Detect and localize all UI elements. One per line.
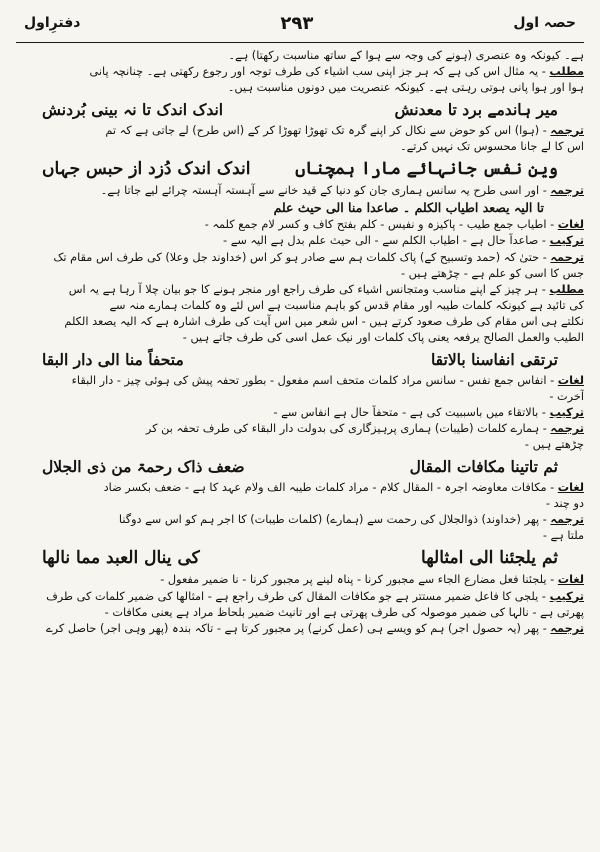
verse-hemistich: اندک اندک دُزد از حبس جہاں <box>42 158 251 179</box>
text-line <box>16 80 584 96</box>
line-text: - حتیٰ کہ (حمد وتسبیح کے) پاک کلمات ہم سے صادر ہو کر اس (خداوند جل وعلا) کی طرف اس مقام تک <box>53 250 551 264</box>
verse-couplet <box>16 155 584 183</box>
line-text: - صاعداً حال ہے - اطیاب الکلم سے - الی حیث علم بدل ہے الیہ سے - <box>223 234 550 248</box>
text-line <box>16 421 584 437</box>
line-text: ہے۔ کیونکہ وہ عنصری (ہونے کی وجہ سے ہوا کے ساتھ مناسبت رکھتا) ہے۔ <box>228 49 584 62</box>
section-term: لغات <box>557 373 584 387</box>
line-text: اس کا لے جانا محسوس تک نہیں کرتے۔ <box>399 139 584 153</box>
section-term: مطلب <box>549 65 584 79</box>
line-text: - پھر (خداوند) ذوالجلال کی رحمت سے (ہمارے) (کلمات طیبات) کا اجر ہم کو اس سے دوگنا <box>118 512 551 526</box>
section-term: ترجمہ <box>550 123 584 137</box>
page-number: ۲۹۳ <box>280 12 314 34</box>
line-text: - بالاتقاء میں باسببیت کی ہے - متحفاً حال ہے انفاس سے - <box>273 406 550 420</box>
line-text: کی تائید ہے کیونکہ کلمات طیبہ اور مقام قدس کو باہم مناسبت ہے اس لئے وہ کلمات ہمارے منہ سے <box>109 299 584 313</box>
verse-couplet <box>16 347 584 373</box>
text-line <box>16 330 584 346</box>
text-line <box>16 250 584 266</box>
line-text: ہوا اور ہوا پانی ہوتی رہتی ہے۔ کیونکہ عنصریت میں دونوں مناسبت ہیں۔ <box>227 81 584 95</box>
header-rule <box>16 42 584 43</box>
section-term: ترجمہ <box>550 621 584 635</box>
line-text: - ہمارے کلمات (طیبات) ہماری پرہیزگاری کی بدولت دار البقاء کی طرف تحفہ بن کر <box>145 422 551 436</box>
verse-hemistich: متحفاً منا الی دار البقا <box>42 349 184 369</box>
line-text: - یہ مثال اس کی ہے کہ ہر جز اپنی سب اشیاء کی طرف توجہ اور رجوع رکھتی ہے۔ چنانچہ پانی <box>89 65 550 79</box>
section-term: لغات <box>557 218 584 232</box>
text-line <box>16 621 584 637</box>
text-line <box>16 512 584 528</box>
text-line <box>16 266 584 282</box>
line-text: ملتا ہے - <box>542 529 584 543</box>
section-term: ترجمہ <box>550 183 584 197</box>
line-text: جس کا اسی کو علم ہے - چڑھتے ہیں - <box>401 266 584 280</box>
section-term: لغات <box>557 480 584 494</box>
section-term: ترجمہ <box>550 422 584 436</box>
text-line <box>16 605 584 621</box>
section-term: ترکیب <box>549 589 584 603</box>
text-line <box>16 314 584 330</box>
verse-hemistich: ترتقی انفاسنا بالاتقا <box>430 349 558 369</box>
text-line <box>16 183 584 199</box>
line-text: نکلتے ہی اس مقام کی طرف صعود کرتے ہیں - اس شعر میں اس آیت کی طرف اشارہ ہے کہ الیہ یصعد الکلم <box>64 315 584 329</box>
line-text: - یلجی کا فاعل ضمیر مستتر ہے جو مکافات المقال کی طرف راجع ہے - امثالھا کی ضمیر کلمات کی طرف <box>46 589 550 603</box>
line-text: پھرتی ہے - نالہا کی ضمیر موصولہ کی طرف پھرتی ہے اور تانیث ضمیر بلحاظ مراد ہے یعنی مکافات - <box>104 605 584 619</box>
line-text: - مکافات معاوضہ اجرہ - المقال کلام - مراد کلمات طیبہ الف ولام عہد کا ہے - ضعف بکسر ضاد <box>103 480 558 494</box>
text-line <box>16 389 584 405</box>
verse-hemistich: وین نفس جانہائے مارا ہمچناں <box>295 158 558 179</box>
line-text: - اطیاب جمع طیب - پاکیزہ و نفیس - کلم بفتح کاف و کسر لام جمع کلمہ - <box>204 218 558 232</box>
page-body <box>16 48 584 848</box>
verse-couplet <box>16 454 584 480</box>
page-header <box>24 6 576 40</box>
text-line <box>16 123 584 139</box>
section-term: ترجمہ <box>550 250 584 264</box>
line-text: - یلجئنا فعل مضارع الجاء سے مجبور کرنا - پناہ لینے پر مجبور کرنا - نا ضمیر مفعول - <box>160 573 558 587</box>
line-text: دو چند - <box>545 496 584 510</box>
text-line <box>16 298 584 314</box>
text-line <box>16 48 584 64</box>
line-text: - ہر چیز کے اپنے مناسب ومتجانس اشیاء کی طرف راجع اور منجر ہونے کا جو بیان چلا آ رہا ہے یہ اس <box>68 282 550 296</box>
verse-hemistich: اندک اندک تا نہ بینی بُردنش <box>42 99 224 119</box>
line-text: - (ہوا) اس کو حوض سے نکال کر اپنے گرہ تک تھوڑا تھوڑا کر کے (اس طرح) لے جاتی ہے کہ تم <box>105 123 551 137</box>
section-label: حصہ اول <box>513 15 576 31</box>
line-text: چڑھتے ہیں - <box>524 438 584 452</box>
section-term: ترکیب <box>549 406 584 420</box>
line-text: - اور اسی طرح یہ سانس ہماری جان کو دنیا کے قید خانے سے آہستہ آہستہ چرائے لیے جاتا ہے۔ <box>100 183 551 197</box>
verse-hemistich: ثم یلجئنا الی امثالھا <box>421 548 558 569</box>
arabic-phrase: تا الیہ یصعد اطیاب الکلم ۔ صاعدا منا الی حیث علم <box>273 200 544 216</box>
text-line <box>16 528 584 544</box>
text-line <box>16 437 584 453</box>
text-line <box>16 589 584 605</box>
section-term: ترجمہ <box>550 512 584 526</box>
text-line <box>16 282 584 298</box>
text-line <box>16 233 584 249</box>
verse-hemistich: ضعف ذاک رحمۃ من ذی الجلال <box>42 456 245 476</box>
verse-hemistich: میر ہاندمے برد تا معدنش <box>394 99 558 119</box>
volume-label: دفترِاول <box>24 15 81 31</box>
text-line <box>16 572 584 588</box>
text-line <box>16 405 584 421</box>
text-line <box>16 496 584 512</box>
verse-hemistich: کی ینال العبد مما نالھا <box>42 548 200 569</box>
text-line <box>16 217 584 233</box>
line-text: الطیب والعمل الصالح یرفعہ یعنی پاک کلمات اور نیک عمل اسی کی طرف جاتے ہیں - <box>182 331 584 345</box>
line-text: - انفاس جمع نفس - سانس مراد کلمات متحف اسم مفعول - بطور تحفہ پیش کی ہوئی چیز - دار البقاء <box>71 373 558 387</box>
text-line <box>16 139 584 155</box>
text-line <box>16 480 584 496</box>
text-line <box>16 373 584 389</box>
text-line <box>16 64 584 80</box>
verse-hemistich: ثم تاتینا مکافات المقال <box>409 456 558 476</box>
line-text: آخرت - <box>549 389 584 403</box>
section-term: ترکیب <box>549 234 584 248</box>
verse-couplet <box>16 544 584 572</box>
verse-couplet <box>16 97 584 123</box>
line-text: - پھر (یہ حصول اجر) ہم کو ویسے ہی (عمل کرنے) پر مجبور کرتا ہے - تاکہ بندہ (پھر وہی اجر) حاصل کرے <box>46 621 551 635</box>
section-term: مطلب <box>549 282 584 296</box>
section-term: لغات <box>557 573 584 587</box>
